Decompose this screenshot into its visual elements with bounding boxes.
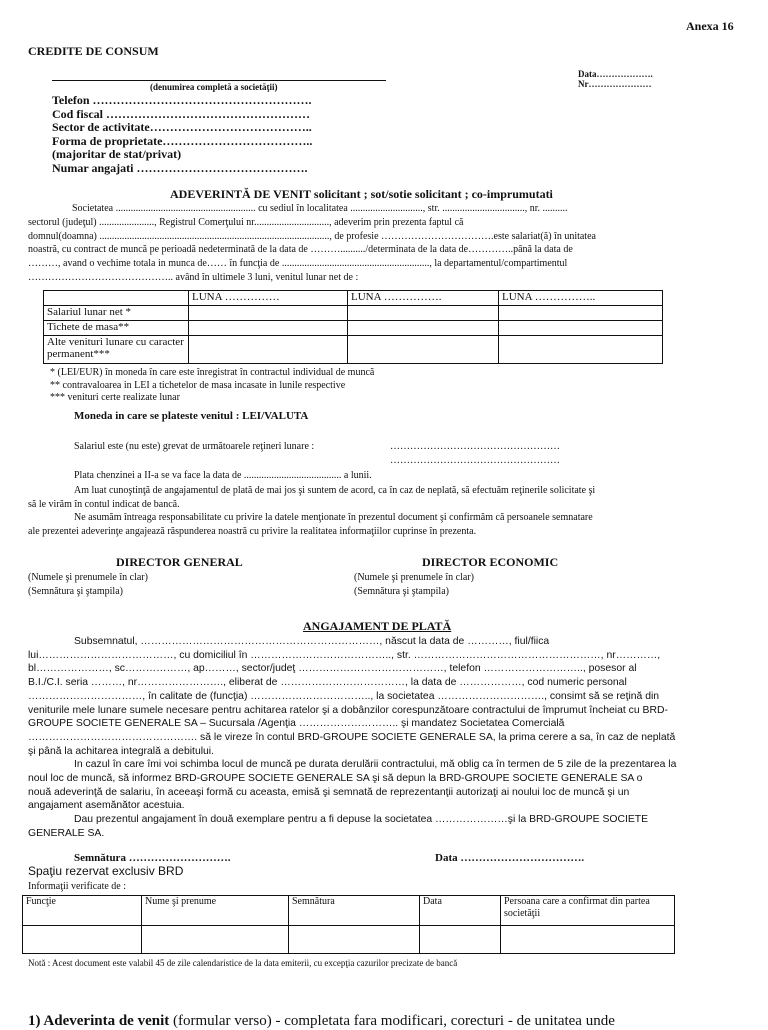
income-line: …………………………………….. având în ultimele 3 luni, venitul lunar net de : [28, 271, 359, 283]
cell-input[interactable] [348, 321, 499, 336]
company-name-line [52, 80, 386, 81]
cell-input[interactable] [348, 336, 499, 364]
deductions-dots-1: …………………………………………… [390, 441, 560, 452]
commitment-body-line: şi până la achitarea integrală a debitului. [28, 745, 215, 757]
director-general-title: DIRECTOR GENERAL [116, 555, 243, 569]
validity-note: Notă : Acest document este valabil 45 de zile calendaristice de la data emiterii, cu excepţia cazurilor precizate de bancă [28, 958, 458, 968]
deductions-dots-2: …………………………………………… [390, 455, 560, 466]
commitment-line: Am luat cunoştinţă de angajamentul de plată de mai jos şi suntem de acord, ca în caz de neplată, să efectuăm reţinerile solicitate şi [74, 485, 596, 496]
col-header-name: Nume şi prenume [142, 896, 289, 926]
table-row [23, 926, 675, 954]
income-line: Societatea ........................................................ cu sediul în localitatea ............................., str. ................................., nr. .......... [72, 203, 568, 214]
director-economic-title: DIRECTOR ECONOMIC [422, 555, 559, 569]
commitment-body-line: ……………………………, în calitate de (funcţia) …………………………….., la societatea …………………………., consimt să se reţină din [28, 690, 660, 702]
commitment-body-line: noul loc de muncă, să informez BRD-GROUPE SOCIETE GENERALE SA şi să depun la BRD-GROUPE SOCIETE GENERALE SA o [28, 773, 643, 785]
table-row [44, 306, 663, 321]
footnote: *** venituri certe realizate lunar [50, 392, 180, 403]
annex-label: Anexa 16 [686, 19, 734, 33]
bottom-rest: (formular verso) - completata fara modificari, corecturi - de unitatea unde [169, 1013, 615, 1029]
signature-field: Semnătura ………………………. [74, 852, 231, 864]
bottom-prefix: 1) [28, 1013, 44, 1029]
verification-table [22, 895, 675, 954]
company-field-fiscal-code: Cod fiscal …………………………………………… [52, 106, 310, 121]
income-table [43, 290, 663, 364]
commitment-body-line: GENERALE SA. [28, 827, 105, 839]
income-line: ………, avand o vechime totala in munca de…… în funcţia de ..........................................................., la departamentul/compartimentul [28, 258, 568, 270]
col-header-confirming-person: Persoana care a confirmat din partea societăţii [501, 896, 675, 926]
commitment-body-line: veniturile mele lunare sumele necesare pentru achitarea ratelor şi a dobânzilor corespunzătoare contractului de împrumut încheiat cu BRD- [28, 704, 668, 716]
commitment-body-line: Subsemnatul, ……………………………………………………………, născut la data de …………, fiul/fiica [74, 636, 550, 647]
bottom-instruction [28, 1013, 615, 1030]
sign-caption: (Semnătura şi ştampila) [354, 586, 449, 597]
company-fields [52, 94, 312, 175]
row-label: Salariul lunar net * [44, 306, 189, 321]
sign-caption: (Semnătura şi ştampila) [28, 586, 123, 597]
col-header-date: Data [420, 896, 501, 926]
payment-date-line: Plata chenzinei a II-a se va face la data de ....................................... a lunii. [74, 470, 372, 481]
commitment-body-line: B.I./C.I. seria ………, nr……………………., eliberat de ………………………………, la data de ………………, cod numeric personal [28, 677, 627, 689]
cell-input[interactable] [501, 926, 675, 954]
table-header-empty [44, 291, 189, 306]
cell-input[interactable] [189, 306, 348, 321]
verified-by-label: Informaţii verificate de : [28, 881, 127, 892]
bottom-bold: Adeverinta de venit [43, 1013, 170, 1029]
cell-input[interactable] [289, 926, 420, 954]
cell-input[interactable] [499, 336, 663, 364]
income-line: noastră, cu contract de muncă pe perioadă nedeterminată de la data de ………........../determinata de la data de…………..până la data de [28, 244, 573, 256]
cell-input[interactable] [348, 306, 499, 321]
table-row [44, 336, 663, 364]
company-name-caption: (denumirea completă a societăţii) [150, 82, 278, 92]
brd-reserved-label: Spaţiu rezervat exclusiv BRD [28, 864, 184, 878]
section-title: CREDITE DE CONSUM [28, 44, 159, 58]
row-label: Alte venituri lunare cu caracter permanent*** [44, 336, 189, 364]
commitment-body-line: In cazul în care îmi voi schimba locul de muncă pe durata derulării contractului, mă oblig ca în termen de 5 zile de la prezentarea la [74, 759, 677, 771]
table-header-month-3: LUNA …………….. [499, 291, 663, 306]
number-field: Nr………………… [578, 79, 652, 89]
income-line: sectorul (judeţul) ......................, Registrul Comerţului nr.............................., adeverim prin prezenta faptul că [28, 216, 464, 228]
income-line: domnul(doamna) ............................................................................................, de profesie …………………………….este salariat(ă) în unitatea [28, 230, 596, 242]
company-field-ownership: Forma de proprietate……………………………….. [52, 133, 313, 148]
table-row [44, 321, 663, 336]
names-caption: (Numele şi prenumele în clar) [28, 572, 148, 583]
col-header-function: Funcţie [23, 896, 142, 926]
commitment-body-line: …………………………………………. să le vireze în contul BRD-GROUPE SOCIETE GENERALE SA, la prima cerere a sa, în caz de neplată [28, 731, 676, 743]
payment-commitment-title: ANGAJAMENT DE PLATĂ [303, 619, 452, 633]
date-signature-field: Data ……………………………. [435, 852, 585, 864]
cell-input[interactable] [23, 926, 142, 954]
commitment-body-line: bl…………………, sc………………, ap………, sector/judeţ ……………………………………, telefon ……………………….., posesor al [28, 663, 637, 675]
date-field: Data………………. [578, 69, 653, 79]
company-field-ownership-note: (majoritar de stat/privat) [52, 147, 182, 161]
cell-input[interactable] [499, 321, 663, 336]
cell-input[interactable] [420, 926, 501, 954]
commitment-line: Ne asumăm întreaga responsabilitate cu privire la datele menţionate în prezentul document şi confirmăm că persoanele semnatare [74, 512, 593, 523]
payment-commitment-body [28, 635, 676, 841]
footnote: ** contravaloarea in LEI a tichetelor de masa incasate in lunile respective [50, 379, 346, 391]
commitment-body-line: angajament asemănător acestuia. [28, 800, 185, 812]
income-certificate-body [28, 202, 596, 285]
director-economic-captions [354, 571, 474, 599]
company-field-phone: Telefon ………………………………………………. [52, 93, 312, 107]
commitment-body-line: lui…………………………………, cu domiciliul în ………………………………….., str. ………………………………………………, nr…………, [28, 649, 661, 661]
deductions-line: Salariul este (nu este) grevat de următoarele reţineri lunare : [74, 441, 315, 452]
commitment-body-line: Dau prezentul angajament în două exemplare pentru a fi depuse la societatea …………………şi la BRD-GROUPE SOCIETE [74, 814, 649, 826]
commitment-paragraphs [28, 484, 595, 538]
row-label: Tichete de masa** [44, 321, 189, 336]
income-certificate-title: ADEVERINTĂ DE VENIT solicitant ; sot/sotie solicitant ; co-imprumutati [170, 187, 553, 201]
col-header-signature: Semnătura [289, 896, 420, 926]
currency-line: Moneda in care se plateste venitul : LEI/VALUTA [74, 410, 309, 422]
commitment-body-line: nouă adeverinţă de salariu, în aceeaşi formă cu aceasta, emisă şi semnată de reprezentanţii autorizaţi ai noului loc de muncă şi un [28, 786, 630, 798]
commitment-body-line: GROUPE SOCIETE GENERALE SA – Sucursala /Agenţia ……………………….. şi mandatez Societatea Comercială [28, 718, 565, 730]
company-field-employees: Numar angajati ……………………………………. [52, 160, 308, 175]
cell-input[interactable] [189, 321, 348, 336]
cell-input[interactable] [189, 336, 348, 364]
table-header-month-1: LUNA …………… [189, 291, 348, 306]
cell-input[interactable] [142, 926, 289, 954]
commitment-line: să le virăm în contul indicat de bancă. [28, 498, 180, 510]
footnotes [50, 367, 374, 405]
footnote: * (LEI/EUR) în moneda în care este înregistrat în contractul individual de muncă [50, 367, 375, 378]
company-field-sector: Sector de activitate………………………………….. [52, 120, 312, 134]
director-general-captions [28, 571, 148, 599]
commitment-line: ale prezentei adeverinţe angajează răspunderea noastră cu privire la realitatea informaţiilor cuprinse în prezenta. [28, 525, 477, 537]
names-caption: (Numele şi prenumele în clar) [354, 572, 474, 583]
table-header-month-2: LUNA ……………. [348, 291, 499, 306]
cell-input[interactable] [499, 306, 663, 321]
